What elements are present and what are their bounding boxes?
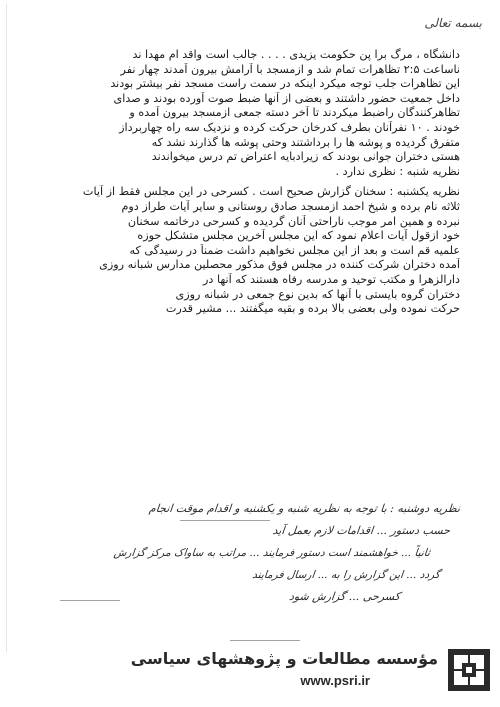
typed-line: حرکت نموده ولی بعضی بالا برده و بقیه میگفتند ... مشیر قدرت xyxy=(165,302,460,316)
typed-report-body xyxy=(30,48,460,317)
handwritten-line: ثانیاً ... خواهشمند است دستور فرمایند ... مراتب به ساواک مرکز گزارش xyxy=(113,547,431,559)
typed-line: این تظاهرات جلب توجه میکرد اینکه در سمت راست مسجد نفر بیشتر بودند xyxy=(110,77,460,91)
watermark xyxy=(130,647,490,695)
typed-line: آمده دختران شرکت کننده در مجلس فوق مذکور محصلین مدارس شبانه روزی xyxy=(99,258,460,272)
typed-line: تظاهرکنندگان راضبط میکردند تا آخر دسته جمعی ازمسجد بیرون آمده و xyxy=(129,106,460,120)
top-handwritten-note: بسمه تعالی xyxy=(424,16,482,30)
typed-line-saturday-opinion: نظریه شنبه : نظری ندارد . xyxy=(335,164,460,178)
typed-line: ثلاثه نام برده و شیخ احمد ازمسجد صادق روستانی و سایر آیات طراز دوم xyxy=(121,199,460,213)
typed-line: دارالزهرا و مکتب توحید و مدرسه رفاه هستند که آنها در xyxy=(203,272,460,286)
pen-stroke xyxy=(60,600,120,601)
typed-line: دانشگاه ، مرگ برا پن حکومت یزیدی . . . . جالب است واقد ام مهدا ند xyxy=(132,48,460,61)
typed-line-sunday-opinion: نظریه یکشنبه : سخنان گزارش صحیح است . کسرحی در این مجلس فقط از آیات xyxy=(82,185,460,199)
pen-stroke xyxy=(230,640,300,641)
handwritten-line: کسرحی ... گزارش شود xyxy=(288,590,401,603)
typed-line: هستی دختران جوانی بودند که زیرادبایه اعتراض تم درس میخواندند xyxy=(151,150,460,164)
typed-line: خود ازقول آیات اعلام نمود که این مجلس آخرین مجلس متشکل حوزه xyxy=(137,229,460,243)
typed-line: متفرق گردیده و پوشه ها را برداشتند وحتی پوشه ها گذارند نشد که xyxy=(151,135,460,149)
psri-knot-logo-icon xyxy=(448,649,490,691)
typed-line: خودند . ۱۰ نفرآنان بطرف کدرخان حرکت کرده و نزدیک سه راه چهاربرداز xyxy=(119,120,460,134)
handwritten-line: گردد ... این گزارش را به ... ارسال فرمایند xyxy=(251,569,441,581)
handwritten-line: حسب دستور ... اقدامات لازم بعمل آید xyxy=(271,524,451,537)
handwritten-annotations xyxy=(40,498,460,608)
typed-line: نبرده و همین امر موجب ناراحتی آنان گردیده و کسرحی درخاتمه سخنان xyxy=(127,214,460,228)
typed-line: علمیه قم است و بعد از این مجلس نخواهیم داشت ضمناً در رسیدگی که xyxy=(129,243,460,257)
typed-line: داخل جمعیت حضور داشتند و بعضی از آنها ضبط صوت آورده بودند و صدای xyxy=(113,91,460,105)
watermark-title: مؤسسه مطالعات و پژوهشهای سیاسی xyxy=(130,649,438,668)
watermark-url: www.psri.ir xyxy=(300,673,370,688)
typed-line: ناساعت ۲:۵ تظاهرات تمام شد و ازمسجد با آرامش بیرون آمدند چهار نفر xyxy=(120,62,460,76)
handwritten-line: نظریه دوشنبه : با توجه به نظریه شنبه و یکشنبه و اقدام موقت انجام xyxy=(148,502,461,515)
typed-line: دختران گروه بایستی با آنها که بدین نوع جمعی در شبانه روزی xyxy=(175,287,460,301)
pen-stroke xyxy=(180,520,270,521)
